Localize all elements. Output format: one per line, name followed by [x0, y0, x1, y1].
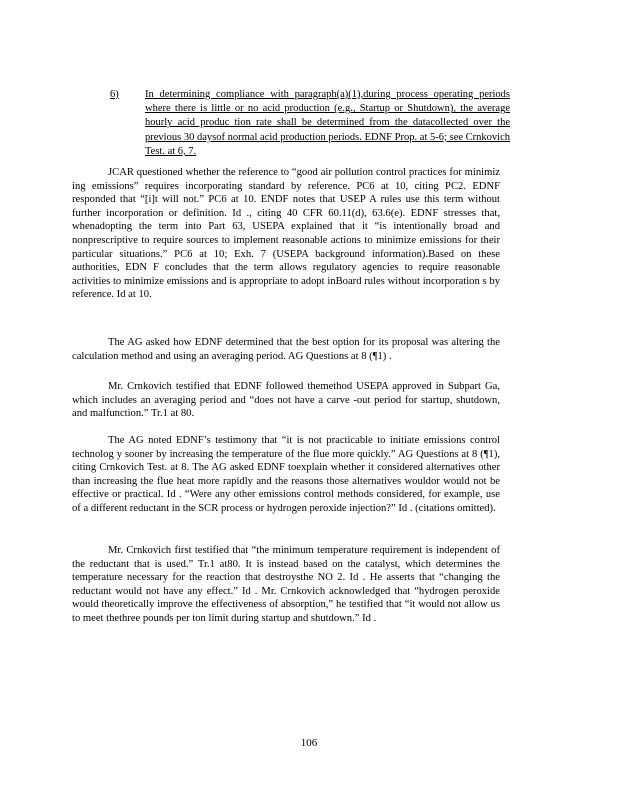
item-text: In determining compliance with paragraph(a)(1),during process operating periods where there is little or no acid production (e.g., Startup or Shutdown), the average hourly acid produc tion rate shall be determined from the datacollected over the previous 30 daysof normal acid production periods.	[145, 89, 510, 143]
paragraph-crnkovich-reductant: Mr. Crnkovich first testified that “the minimum temperature requirement is independent of the reductant that is used.” Tr.1 at80. It is instead based on the catalyst, which determines the temperature necessary for the reaction that destroysthe NO 2. Id . He asserts that “changing the reductant would not have any effect.” Id . Mr. Crnkovich acknowledged that “hydrogen peroxide would theoretically improve the effectiveness of absorption,” he testified that “it would not allow us to meet thethree pounds per ton limit during startup and shutdown.” Id .	[72, 545, 500, 624]
page-number: 106	[300, 737, 318, 749]
paragraph-crnkovich-subpart-ga: Mr. Crnkovich testified that EDNF followed themethod USEPA approved in Subpart Ga, which includes an averaging period and “does not have a carve -out period for startup, shutdown, and malfunction.” Tr.1 at 80.	[72, 381, 500, 420]
item-citation: EDNF Prop. at 5-6; see Crnkovich Test. at 6, 7.	[145, 131, 511, 157]
paragraph-jcar-question: JCAR questioned whether the reference to “good air pollution control practices for minimiz ing emissions” requires incorporating standard by reference. PC6 at 10, citing PC2. EDNF responded that “[i]t will not.” PC6 at 10. ENDF notes that USEP A rules use this term without further incorporation or definition. Id ., citing 40 CFR 60.11(d), 63.6(e). EDNF stresses that, whenadopting the term into Part 63, USEPA explained that it “is intentionally broad and nonprescriptive to require sources to implement reasonable actions to minimize emissions for their particular situations.” PC6 at 10; Exh. 7 (USEPA background information).Based on these authorities, EDN F concludes that the term allows regulatory agencies to require reasonable activities to minimize emissions and is appropriate to adopt inBoard rules without incorporation s by reference. Id at 10.	[72, 167, 500, 301]
item-text-block	[145, 88, 510, 159]
item-number: 6)	[110, 89, 119, 100]
paragraph-ag-question-best-option: The AG asked how EDNF determined that the best option for its proposal was altering the calculation method and using an averaging period. AG Questions at 8 (¶1) .	[72, 337, 500, 362]
regulation-item-6	[110, 88, 510, 159]
paragraph-ag-alternatives: The AG noted EDNF’s testimony that “it is not practicable to initiate emissions control technolog y sooner by increasing the temperature of the flue more quickly.” AG Questions at 8 (¶1), citing Crnkovich Test. at 8. The AG asked EDNF toexplain whether it considered alternatives other than increasing the flue heat more rapidly and the reasons those alternatives wouldor would not be effective or practical. Id . “Were any other emissions control methods considered, for example, use of a different reductant in the SCR process or hydrogen peroxide injection?” Id . (citations omitted).	[72, 435, 500, 514]
